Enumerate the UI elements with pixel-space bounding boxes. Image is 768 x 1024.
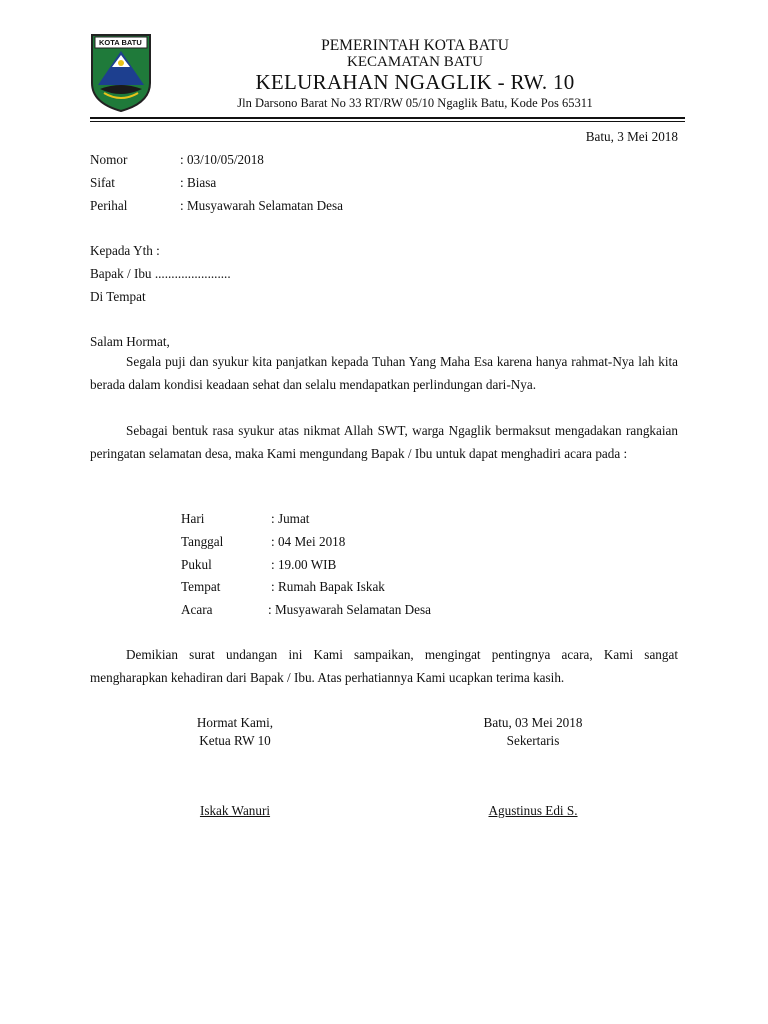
header-line-government: PEMERINTAH KOTA BATU xyxy=(321,37,509,54)
event-value-tempat: : Rumah Bapak Iskak xyxy=(271,579,385,594)
event-label-tanggal: Tanggal xyxy=(181,534,224,549)
signature-right-name xyxy=(448,802,618,819)
header-address: Jln Darsono Barat No 33 RT/RW 05/10 Ngaglik Batu, Kode Pos 65311 xyxy=(237,96,593,110)
recipient-heading: Kepada Yth : xyxy=(90,243,160,258)
recipient-place: Di Tempat xyxy=(90,289,146,304)
signature-left-name xyxy=(150,802,320,819)
closing-paragraph xyxy=(90,643,678,689)
header-line-district: KECAMATAN BATU xyxy=(347,54,483,70)
meta-value-nomor: : 03/10/05/2018 xyxy=(180,152,264,167)
event-value-pukul: : 19.00 WIB xyxy=(271,557,337,572)
event-label-acara: Acara xyxy=(181,602,213,617)
meta-label-sifat: Sifat xyxy=(90,175,115,190)
meta-value-sifat: : Biasa xyxy=(180,175,217,190)
paragraph-text: Segala puji dan syukur kita panjatkan kepada Tuhan Yang Maha Esa karena hanya rahmat-Nya lah kita berada dalam kondisi keadaan sehat dan selalu mendapatkan perlindungan dari-Nya. xyxy=(90,354,678,392)
body-paragraph-1 xyxy=(90,350,678,396)
event-label-pukul: Pukul xyxy=(181,557,212,572)
event-label-hari: Hari xyxy=(181,511,205,526)
event-value-hari: : Jumat xyxy=(271,511,310,526)
paragraph-text: Demikian surat undangan ini Kami sampaikan, mengingat pentingnya acara, Kami sangat mengharapkan kehadiran dari Bapak / Ibu. Atas perhatiannya Kami ucapkan terima kasih. xyxy=(90,647,678,685)
header-line-village: KELURAHAN NGAGLIK - RW. 10 xyxy=(255,70,575,94)
meta-value-perihal: : Musyawarah Selamatan Desa xyxy=(180,198,343,213)
recipient-name: Bapak / Ibu ....................... xyxy=(90,266,231,281)
letter-date: Batu, 3 Mei 2018 xyxy=(585,129,678,144)
paragraph-text: Sebagai bentuk rasa syukur atas nikmat Allah SWT, warga Ngaglik bermaksut mengadakan rangkaian peringatan selamatan desa, maka Kami mengundang Bapak / Ibu untuk dapat menghadiri acara pada : xyxy=(90,423,678,461)
event-label-tempat: Tempat xyxy=(181,579,221,594)
event-value-tanggal: : 04 Mei 2018 xyxy=(271,534,346,549)
signer-name-left: Iskak Wanuri xyxy=(199,803,271,818)
signature-left-line2: Ketua RW 10 xyxy=(199,733,271,748)
signature-right-line1: Batu, 03 Mei 2018 xyxy=(483,715,583,730)
body-paragraph-2 xyxy=(90,419,678,465)
city-emblem-logo xyxy=(90,33,152,113)
signature-left-line1: Hormat Kami, xyxy=(196,715,274,730)
header-rule-thick xyxy=(90,117,685,119)
signature-right-line2: Sekertaris xyxy=(506,733,560,748)
meta-label-perihal: Perihal xyxy=(90,198,128,213)
meta-label-nomor: Nomor xyxy=(90,152,128,167)
event-value-acara: : Musyawarah Selamatan Desa xyxy=(268,602,431,617)
logo-label: KOTA BATU xyxy=(99,38,142,47)
signer-name-right: Agustinus Edi S. xyxy=(488,803,578,818)
header-rule-thin xyxy=(90,121,685,122)
salutation: Salam Hormat, xyxy=(90,334,170,349)
